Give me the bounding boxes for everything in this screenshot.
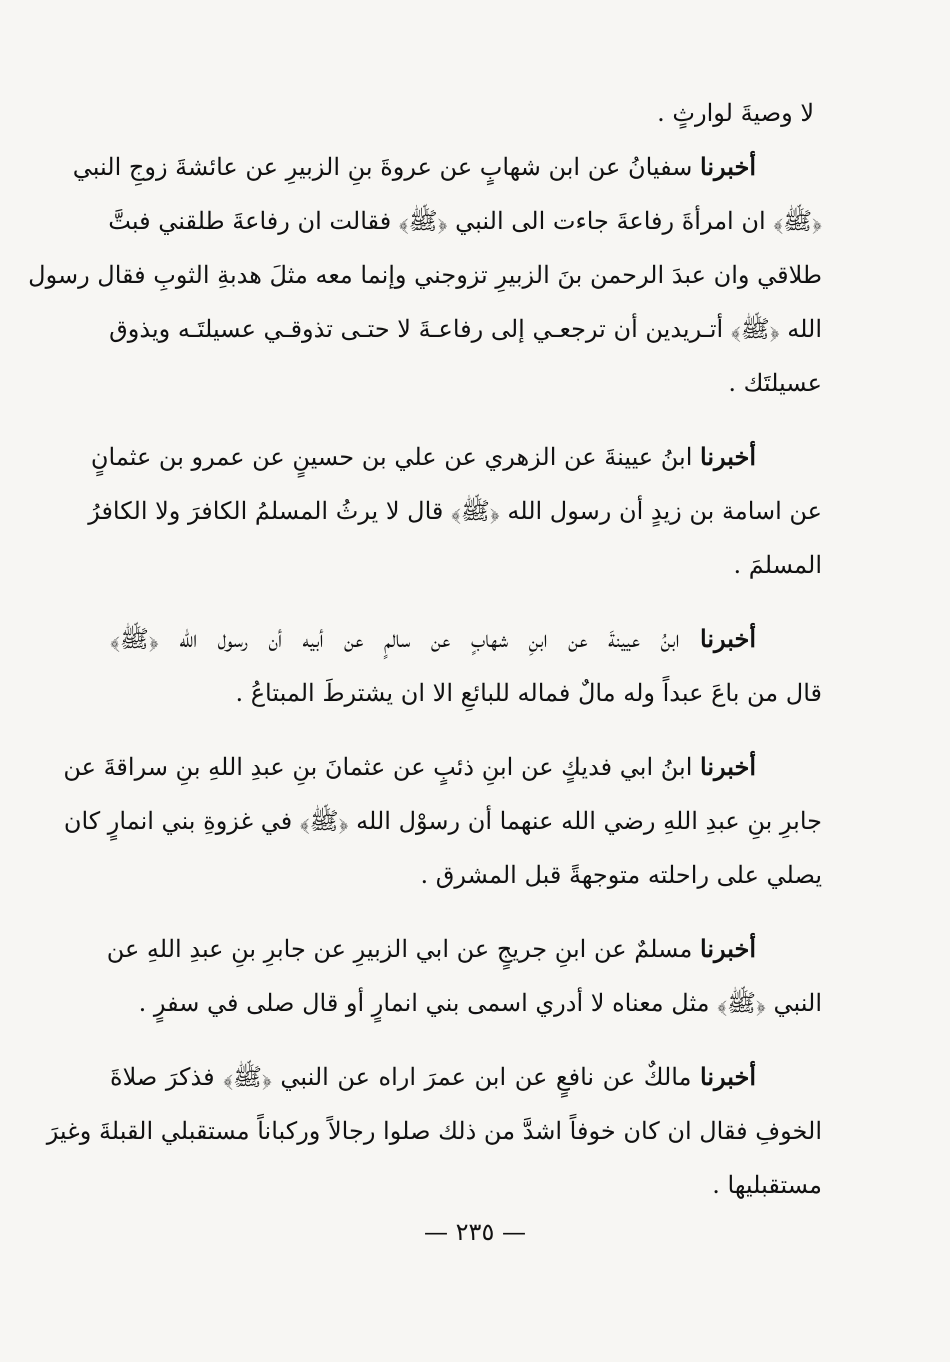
- hadith-line: عسيلتَك .: [728, 369, 822, 397]
- hadith-line: [110, 1050, 822, 1104]
- hadith-line: [90, 430, 822, 484]
- hadith-lead: أخبرنا: [700, 934, 756, 963]
- hadith-line: قال من باعَ عبداً وله مالٌ فماله للبائعِ الا ان يشترطَ المبتاعُ .: [235, 679, 822, 707]
- hadith-paragraph-4: [63, 740, 822, 902]
- hadith-paragraph-5: [106, 922, 822, 1030]
- hadith-text: ابنُ ابي فديكٍ عن ابنِ ذئبٍ عن عثمانَ بنِ عبدِ اللهِ بنِ سراقةَ عن: [63, 753, 693, 781]
- hadith-line: ﴿ﷺ﴾ ان امرأةَ رفاعةَ جاءت الى النبي ﴿ﷺ﴾ فقالت ان رفاعةَ طلقني فبتَّ: [108, 207, 822, 235]
- hadith-line: الخوفِ فقال ان كان خوفاً اشدَّ من ذلك صلوا رجالاً وركباناً مستقبلي القبلةَ وغيرَ: [46, 1117, 822, 1145]
- hadith-text: ابنُ عيينةَ عن الزهري عن علي بن حسينٍ عن عمرو بن عثمانٍ: [90, 443, 693, 471]
- page-number: — ٢٣٥ —: [424, 1218, 526, 1246]
- hadith-line: المسلمَ .: [733, 551, 822, 579]
- hadith-line: [106, 922, 822, 976]
- hadith-line: مستقبليها .: [712, 1171, 822, 1199]
- hadith-line: [72, 140, 822, 194]
- hadith-paragraph-1: [28, 140, 822, 410]
- hadith-text: سفيانُ عن ابن شهابٍ عن عروةَ بنِ الزبيرِ عن عائشةَ زوجِ النبي: [72, 153, 693, 181]
- hadith-line: جابرِ بنِ عبدِ اللهِ رضي الله عنهما أن رسوْل الله ﴿ﷺ﴾ في غزوةِ بني انمارٍ كان: [63, 807, 822, 835]
- intro-line: لا وصيةَ لوارثٍ .: [657, 99, 814, 127]
- hadith-paragraph-3: [110, 612, 822, 720]
- hadith-text: مالكٌ عن نافعٍ عن ابن عمرَ اراه عن النبي ﴿ﷺ﴾ فذكرَ صلاةَ: [110, 1063, 692, 1091]
- hadith-line: يصلي على راحلته متوجهةً قبل المشرق .: [420, 861, 822, 889]
- hadith-lead: أخبرنا: [700, 152, 756, 181]
- book-page: [28, 86, 822, 1296]
- hadith-lead: أخبرنا: [700, 624, 756, 653]
- hadith-paragraph-6: [46, 1050, 822, 1212]
- hadith-line: عن اسامة بن زيدٍ أن رسول الله ﴿ﷺ﴾ قال لا يرثُ المسلمُ الكافرَ ولا الكافرُ: [88, 497, 822, 525]
- hadith-lead: أخبرنا: [700, 752, 756, 781]
- hadith-line: النبي ﴿ﷺ﴾ مثل معناه لا أدري اسمى بني انمارٍ أو قال صلى في سفرٍ .: [138, 989, 822, 1017]
- hadith-line: الله ﴿ﷺ﴾ أتـريدين أن ترجعـي إلى رفاعـةَ لا حتـى تذوقـي عسيلتَـه ويذوق: [109, 315, 822, 343]
- hadith-lead: أخبرنا: [700, 442, 756, 471]
- hadith-text: مسلمٌ عن ابنِ جريجٍ عن ابي الزبيرِ عن جابرِ بنِ عبدِ اللهِ عن: [106, 935, 693, 963]
- hadith-line: [110, 612, 822, 666]
- hadith-text: ابنُ عيينةَ عن ابنِ شهابٍ عن سالمٍ عن أبيه أن رسول الله ﴿ﷺ﴾: [110, 625, 680, 653]
- hadith-line: [63, 740, 822, 794]
- hadith-lead: أخبرنا: [700, 1062, 756, 1091]
- hadith-line: طلاقي وان عبدَ الرحمن بنَ الزبيرِ تزوجني وإنما معه مثلَ هدبةِ الثوبِ فقال رسول: [28, 261, 822, 289]
- hadith-paragraph-2: [88, 430, 822, 592]
